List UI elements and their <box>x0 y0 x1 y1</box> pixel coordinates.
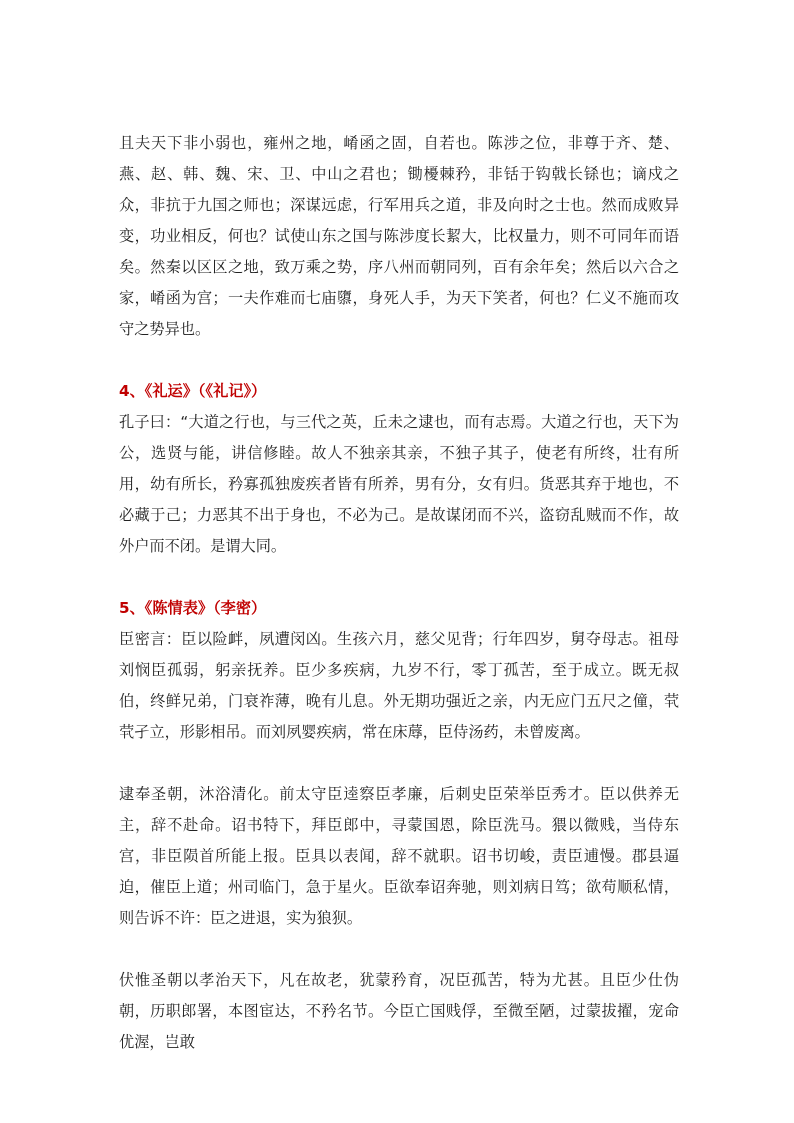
paragraph-gap <box>119 934 679 965</box>
chenqingbiao-paragraph-1: 臣密言：臣以险衅，夙遭闵凶。生孩六月，慈父见背；行年四岁，舅夺母志。祖母刘悯臣孤弱，躬亲抚养。臣少多疾病，九岁不行，零丁孤苦，至于成立。既无叔伯，终鲜兄弟，门衰祚薄，晚有儿息。外无期功强近之亲，内无应门五尺之僮，茕茕孑立，形影相吊。而刘夙婴疾病，常在床蓐，臣侍汤药，未曾废离。 <box>119 630 679 741</box>
paragraph-gap <box>119 562 679 593</box>
section-heading-chenqingbiao: 5、《陈情表》（李密） <box>119 599 267 617</box>
chenqingbiao-paragraph-2: 逮奉圣朝，沐浴清化。前太守臣逵察臣孝廉，后刺史臣荣举臣秀才。臣以供养无主，辞不赴命。诏书特下，拜臣郎中，寻蒙国恩，除臣洗马。猥以微贱，当侍东宫，非臣陨首所能上报。臣具以表闻，辞不就职。诏书切峻，责臣逋慢。郡县逼迫，催臣上道；州司临门，急于星火。臣欲奉诏奔驰，则刘病日笃；欲苟顺私情，则告诉不许：臣之进退，实为狼狈。 <box>119 785 679 927</box>
chenqingbiao-paragraph-3: 伏惟圣朝以孝治天下，凡在故老，犹蒙矜育，况臣孤苦，特为尤甚。且臣少仕伪朝，历职郎署，本图宦达，不矜名节。今臣亡国贱俘，至微至陋，过蒙拔擢，宠命优渥，岂敢 <box>119 971 679 1051</box>
guoqin-paragraph: 且夫天下非小弱也，雍州之地，崤函之固，自若也。陈涉之位，非尊于齐、楚、燕、赵、韩、魏、宋、卫、中山之君也；锄櫌棘矜，非铦于钩戟长铩也；谪戍之众，非抗于九国之师也；深谋远虑，行军用兵之道，非及向时之士也。然而成败异变，功业相反，何也？试使山东之国与陈涉度长絜大，比权量力，则不可同年而语矣。然秦以区区之地，致万乘之势，序八州而朝同列，百有余年矣；然后以六合之家，崤函为宫；一夫作难而七庙隳，身死人手，为天下笑者，何也？仁义不施而攻守之势异也。 <box>119 134 679 338</box>
paragraph-gap <box>119 345 679 376</box>
liyun-paragraph: 孔子曰：“大道之行也，与三代之英，丘未之逮也，而有志焉。大道之行也，天下为公，选贤与能，讲信修睦。故人不独亲其亲，不独子其子，使老有所终，壮有所用，幼有所长，矜寡孤独废疾者皆有所养，男有分，女有归。货恶其弃于地也，不必藏于己；力恶其不出于身也，不必为己。是故谋闭而不兴，盗窃乱贼而不作，故外户而不闭。是谓大同。 <box>119 413 679 555</box>
section-heading-liyun: 4、《礼运》（《礼记》） <box>119 382 267 400</box>
paragraph-gap <box>119 748 679 779</box>
document-page <box>119 128 679 1058</box>
